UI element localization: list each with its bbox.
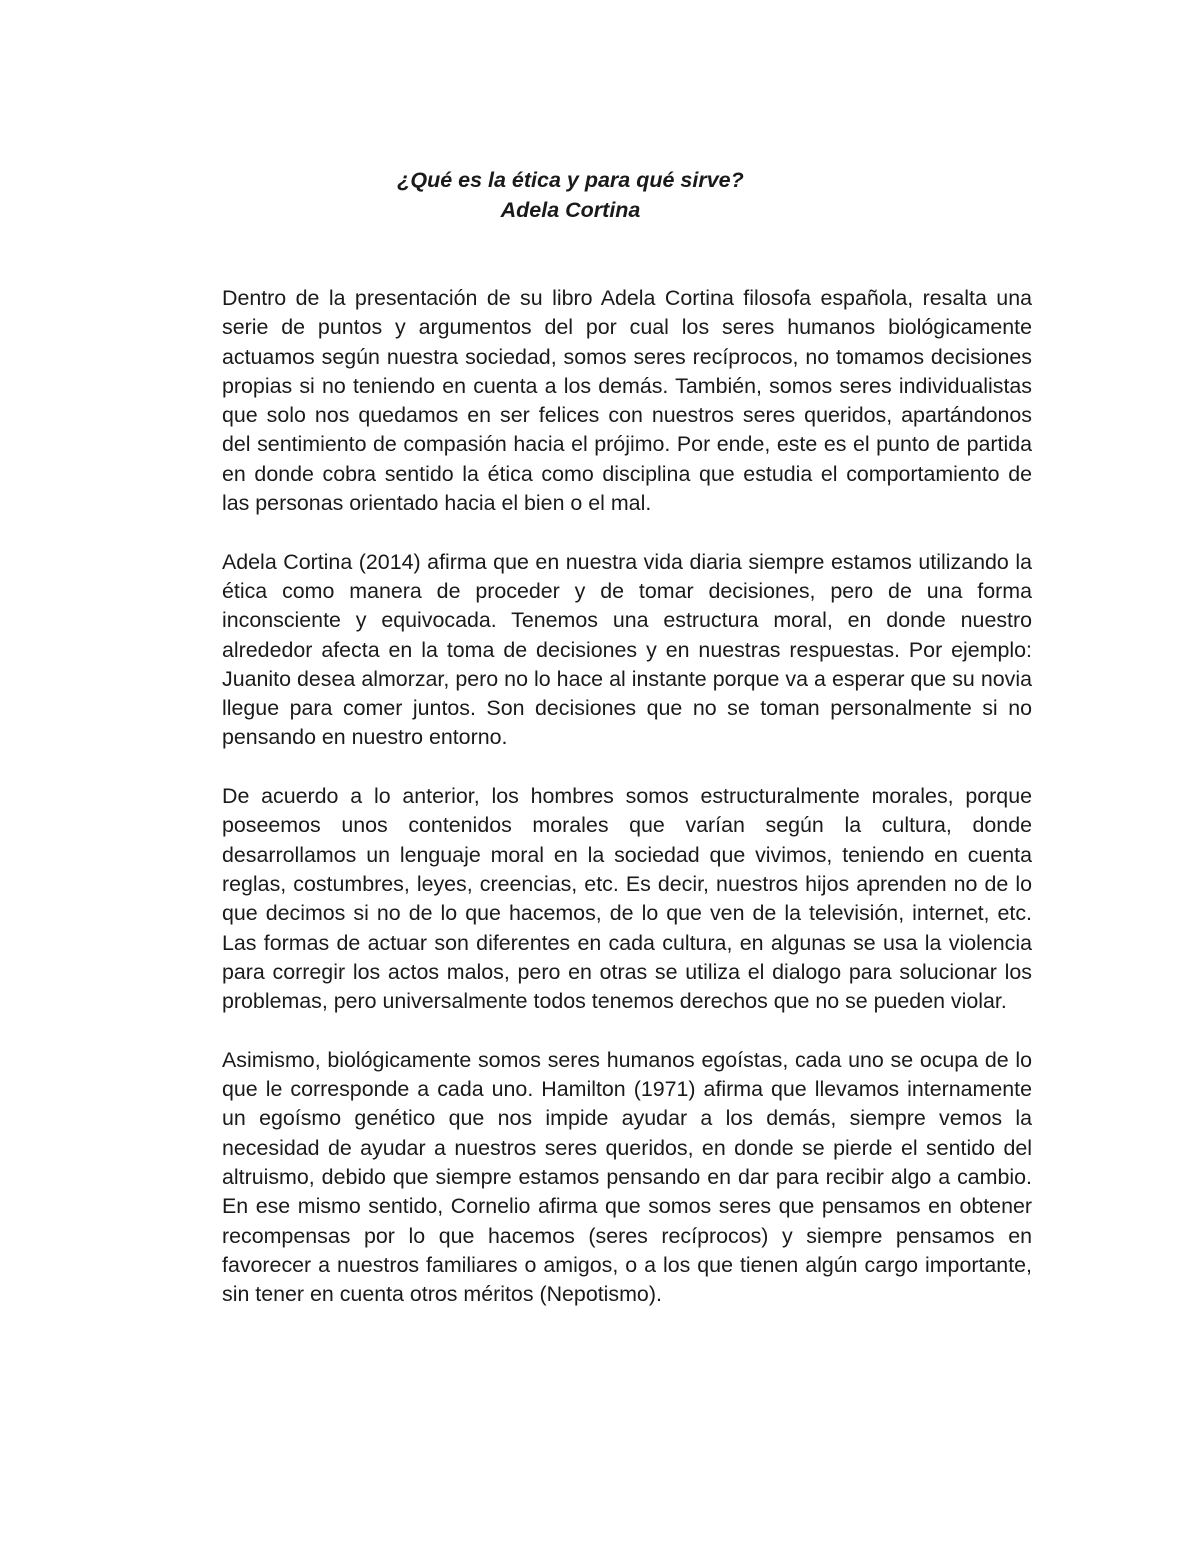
document-title: ¿Qué es la ética y para qué sirve? [397,168,744,192]
document-author: Adela Cortina [500,197,641,222]
document-body [222,284,1032,1339]
document-header [0,166,1141,225]
paragraph-4: Asimismo, biológicamente somos seres humanos egoístas, cada uno se ocupa de lo que le corresponde a cada uno. Hamilton (1971) afirma que llevamos internamente un egoísmo genético que nos impide ayudar a los demás, siempre vemos la necesidad de ayudar a nuestros seres queridos, en donde se pierde el sentido del altruismo, debido que siempre estamos pensando en dar para recibir algo a cambio. En ese mismo sentido, Cornelio afirma que somos seres que pensamos en obtener recompensas por lo que hacemos (seres recíprocos) y siempre pensamos en favorecer a nuestros familiares o amigos, o a los que tienen algún cargo importante, sin tener en cuenta otros méritos (Nepotismo). [222,1047,1032,1307]
paragraph-1: Dentro de la presentación de su libro Adela Cortina filosofa española, resalta una serie de puntos y argumentos del por cual los seres humanos biológicamente actuamos según nuestra sociedad, somos seres recíprocos, no tomamos decisiones propias si no teniendo en cuenta a los demás. También, somos seres individualistas que solo nos quedamos en ser felices con nuestros seres queridos, apartándonos del sentimiento de compasión hacia el prójimo. Por ende, este es el punto de partida en donde cobra sentido la ética como disciplina que estudia el comportamiento de las personas orientado hacia el bien o el mal. [222,286,1032,516]
paragraph-2: Adela Cortina (2014) afirma que en nuestra vida diaria siempre estamos utilizando la ética como manera de proceder y de tomar decisiones, pero de una forma inconsciente y equivocada. Tenemos una estructura moral, en donde nuestro alrededor afecta en la toma de decisiones y en nuestras respuestas. Por ejemplo: Juanito desea almorzar, pero no lo hace al instante porque va a esperar que su novia llegue para comer juntos. Son decisiones que no se toman personalmente si no pensando en nuestro entorno. [222,549,1032,750]
paragraph-3: De acuerdo a lo anterior, los hombres somos estructuralmente morales, porque poseemos unos contenidos morales que varían según la cultura, donde desarrollamos un lenguaje moral en la sociedad que vivimos, teniendo en cuenta reglas, costumbres, leyes, creencias, etc. Es decir, nuestros hijos aprenden no de lo que decimos si no de lo que hacemos, de lo que ven de la televisión, internet, etc. Las formas de actuar son diferentes en cada cultura, en algunas se usa la violencia para corregir los actos malos, pero en otras se utiliza el dialogo para solucionar los problemas, pero universalmente todos tenemos derechos que no se pueden violar. [222,784,1032,1014]
